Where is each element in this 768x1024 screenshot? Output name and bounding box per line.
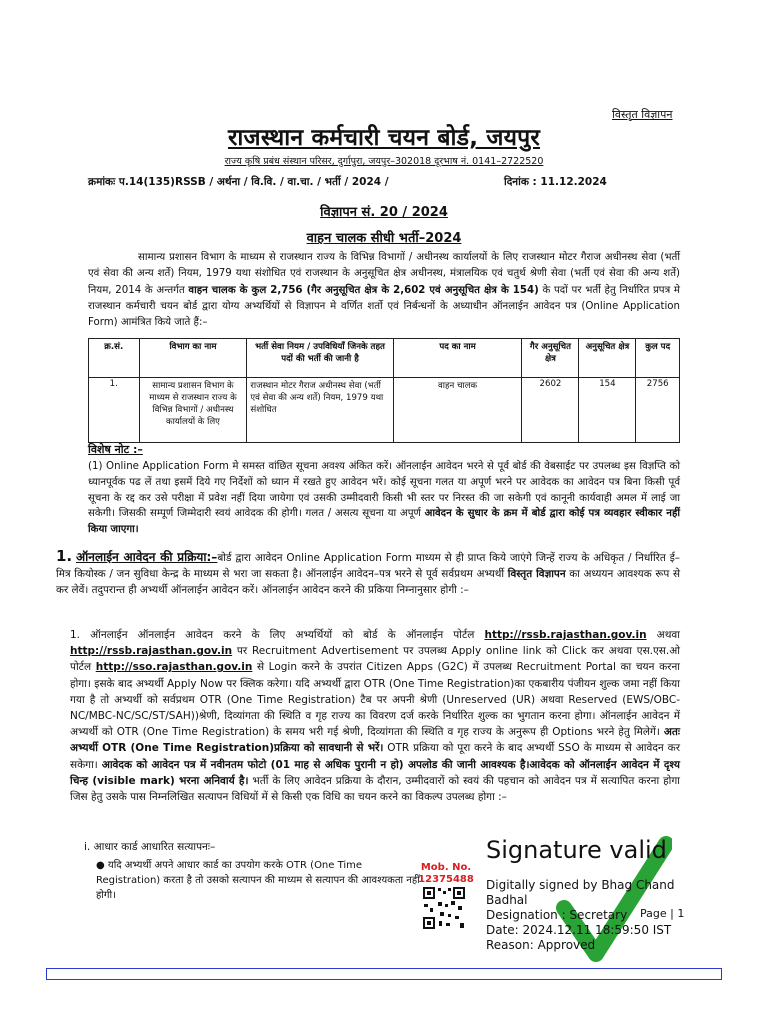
item-bold: अतः अभ्यर्थी OTR (One Time Registration)प्रक्रिया को सावधानी से भरें। [70,726,680,755]
qr-code-icon [422,886,466,930]
footer-border [46,968,722,980]
signer-name: Badhal [486,893,528,907]
online-process-item-1 [70,627,680,805]
item-text: OTR प्रक्रिया को पूरा करने के बाद अभ्यर्थी SSO के माध्यम से आवेदन कर सकेगा। [70,742,680,771]
table-cell: 2602 [522,378,579,443]
special-note-heading: विशेष नोट :– [88,443,143,456]
note-bold: आवेदन के सुधार के क्रम में बोर्ड द्वारा कोई पत्र व्यवहार स्वीकार नहीं किया जाएगा। [88,508,680,536]
intro-text: सामान्य प्रशासन विभाग के माध्यम से राजस्थान राज्य के विभिन्न विभागों / अधीनस्थ कार्यालयों के लिए राजस्थान मोटर गैराज अधीनस्थ सेवा (भर्ती एवं सेवा की अन्य शर्ते) नियम, 1979 यथा संशोधित एवं राजस्थान के अनुसूचित क्षेत्र अधीनस्थ, मंत्रालयिक एवं चतुर्थ श्रेणी सेवा (भर्ती एवं सेवा की अन्य शर्ते) नियम, 2014 के अन्तर्गत [88,252,680,296]
table-cell: 154 [579,378,636,443]
item-text: से Login करने के उपरांत Citizen Apps (G2C) में उपलब्ध Recruitment Portal का चयन करना होगा। इसके बाद अभ्यर्थी Apply Now पर क्लिक करेगा। यदि अभ्यर्थी द्वारा OTR (One Time Registration)का एकबारीय पंजीयन शुल्क जमा नहीं किया गया है तो अभ्यर्थी को सर्वप्रथम OTR (One Time Registration) टैब पर अपनी श्रेणी (Unreserved (UR) अथवा Reserved (EWS/OBC-NC/MBC-NC/SC/ST/SAH))श्रेणी, दिव्यांगता की स्थिति व गृह राज्य का विवरण दर्ज करके निर्धारित शुल्क का भुगतान करना होगा। ऑनलाईन आवेदन में अभ्यर्थी को OTR (One Time Registration) के समय भरी गई श्रेणी, दिव्यांगता की स्थिति व गृह राज्य के अनुरूप ही Options भरने हेतु मिलेगें। [70,661,680,739]
table-header: कुल पद [636,339,680,378]
recruitment-title: वाहन चालक सीधी भर्ती–2024 [306,231,462,246]
table-header: गैर अनुसूचित क्षेत्र [522,339,579,378]
item-text: अथवा [646,629,680,641]
item-text: पर Recruitment Advertisement पर उपलब्ध Apply online link को Click कर अथवा एस.एस.ओ पोर्टल [70,645,680,674]
date: दिनांक : 11.12.2024 [504,176,607,188]
signed-by: Digitally signed by Bhag Chand [486,878,675,892]
item-text: भर्ती के लिए आवेदन प्रक्रिया के दौरान, उम्मीदवारों को स्वयं की पहचान को आवेदन पत्र में सत्यापित करना होगा जिस हेतु उसके पास निम्नलिखित सत्यापन विधियों में से किसी एक विधि का चयन करने का विकल्प उपलब्ध होगा :– [70,774,680,804]
signature-valid-label: Signature valid [486,836,667,864]
rssb-portal-link-2[interactable]: http://rssb.rajasthan.gov.in [70,645,233,658]
mob-label: Mob. No. [420,862,472,873]
mobile-number-stamp [410,862,482,886]
section-number: 1. [56,547,73,565]
advertisement-number: विज्ञापन सं. 20 / 2024 [320,205,448,220]
table-header-row [89,339,680,378]
table-header: अनुसूचित क्षेत्र [579,339,636,378]
intro-text-2: के पदों पर भर्ती हेतु निर्धारित प्रपत्र मे राजस्थान कर्मचारी चयन बोर्ड द्वारा योग्य अभ्यर्थियों से विज्ञापन मे वर्णित शर्तो एवं निर्बन्धनों के अध्याधीन ऑनलाईन आवेदन पत्र (Online Application Form) आमंत्रित किये जाते हैं:– [88,284,680,329]
table-header: पद का नाम [393,339,522,378]
reference-number: क्रमांकः प.14(135)RSSB / अर्थना / वि.वि. / वा.चा. / भर्ती / 2024 / [88,176,389,188]
bullet-icon: ● [96,860,108,871]
section-text: बोर्ड द्वारा आवेदन Online Application Form माध्यम से ही प्राप्त किये जाएंगे जिन्हें राज्य के अधिकृत / निर्धारित ई–मित्र कियोस्क / जन सुविधा केन्द्र के माध्यम से भरा जा सकता है। ऑनलाईन आवेदन–पत्र भरने से पूर्व सर्वप्रथम अभ्यर्थी [56,552,680,580]
aadhaar-verification-heading: i. आधार कार्ड आधारित सत्यापनः– [84,841,216,853]
table-header: भर्ती सेवा नियम / उपविधियाँ जिनके तहत पदों की भर्ती की जानी है [247,339,393,378]
sso-portal-link[interactable]: http://sso.rajasthan.gov.in [95,661,253,674]
section-online-application [56,548,680,598]
detailed-advertisement-label: विस्तृत विज्ञापन [612,108,673,121]
item-text: 1. ऑनलाईन ऑनलाईन आवेदन करने के लिए अभ्यर्थियों को बोर्ड के ऑनलाईन पोर्टल [70,629,485,641]
aadhaar-bullet [96,858,426,903]
table-row [89,378,680,443]
signature-date: Date: 2024.12.11 18:59:50 IST [486,923,672,937]
signer-designation: Designation : Secretary [486,908,628,922]
rssb-portal-link[interactable]: http://rssb.rajasthan.gov.in [484,629,647,641]
board-title: राजस्थान कर्मचारी चयन बोर्ड, जयपुर [227,125,541,151]
bullet-text: यदि अभ्यर्थी अपने आधार कार्ड का उपयोग करके OTR (One Time Registration) करता है तो उसको सत्यापन की माध्यम से सत्यापन की आवश्यकता नहीं होगी। [96,860,420,901]
table-cell: वाहन चालक [393,378,522,443]
note-text: (1) Online Application Form मे समस्त वांछित सूचना अवश्य अंकित करें। ऑनलाईन आवेदन भरने से पूर्व बोर्ड की वेबसाईट पर उपलब्ध इस विज्ञप्ति को ध्यानपूर्वक पढ लें तथा इसमें दिये गए निर्देशों को ध्यान में रखते हुए आवेदन भरें। कोई सूचना गलत या अपूर्ण भरने पर आवेदक का आवेदन पत्र बिना किसी पूर्व सूचना के रद्द कर उसे परीक्षा में प्रवेश नहीं दिया जायेगा एवं उसकी उम्मीदवारी किसी भी स्तर पर निरस्त की जा सकेगी एवं कानूनी कार्यवाही अमल में लाई जा सकेगी। जिसकी सम्पूर्ण जिम्मेदारी स्वयं आवेदक की होगी। गलत / असत्य सूचना या अपूर्ण [88,461,680,520]
mob-number: 12375488 [418,874,474,885]
table-cell: 1. [89,378,140,443]
intro-paragraph [88,250,680,331]
intro-bold: वाहन चालक के कुल 2,756 (गैर अनुसूचित क्षेत्र के 2,602 एवं अनुसूचित क्षेत्र के 154) [188,284,539,296]
table-cell: राजस्थान मोटर गैराज अधीनस्थ सेवा (भर्ती एवं सेवा की अन्य शर्ते) नियम, 1979 यथा संशोधित [247,378,393,443]
special-note-1 [88,459,680,538]
item-bold: आवेदक को आवेदन पत्र में नवीनतम फोटो (01 माह से अधिक पुरानी न हो) अपलोड की जानी आवश्यक है।आवेदक को ऑनलाईन आवेदन में दृश्य चिन्ह (visible mark) भरना अनिवार्य है। [70,758,680,787]
section-text-2: का अध्ययन आवश्यक रूप से कर लेवें। तदुपरान्त ही अभ्यर्थी ऑनलाईन आवेदन करें। ऑनलाईन आवेदन करने की प्रकिया निम्नानुसार होगी :– [56,568,680,596]
posts-table [88,338,680,443]
page-number: Page | 1 [640,907,685,920]
signature-reason: Reason: Approved [486,938,596,952]
board-address: राज्य कृषि प्रबंध संस्थान परिसर, दुर्गापुरा, जयपुर–302018 दूरभाष नं. 0141–2722520 [224,156,544,167]
section-bold: विस्तृत विज्ञापन [507,568,566,580]
table-cell: 2756 [636,378,680,443]
section-heading: ऑनलाईन आवेदन की प्रक्रिया:– [76,550,218,564]
table-header: क्र.सं. [89,339,140,378]
table-header: विभाग का नाम [139,339,247,378]
table-cell: सामान्य प्रशासन विभाग के माध्यम से राजस्थान राज्य के विभिन्न विभागों / अधीनस्थ कार्यालयों के लिए [139,378,247,443]
